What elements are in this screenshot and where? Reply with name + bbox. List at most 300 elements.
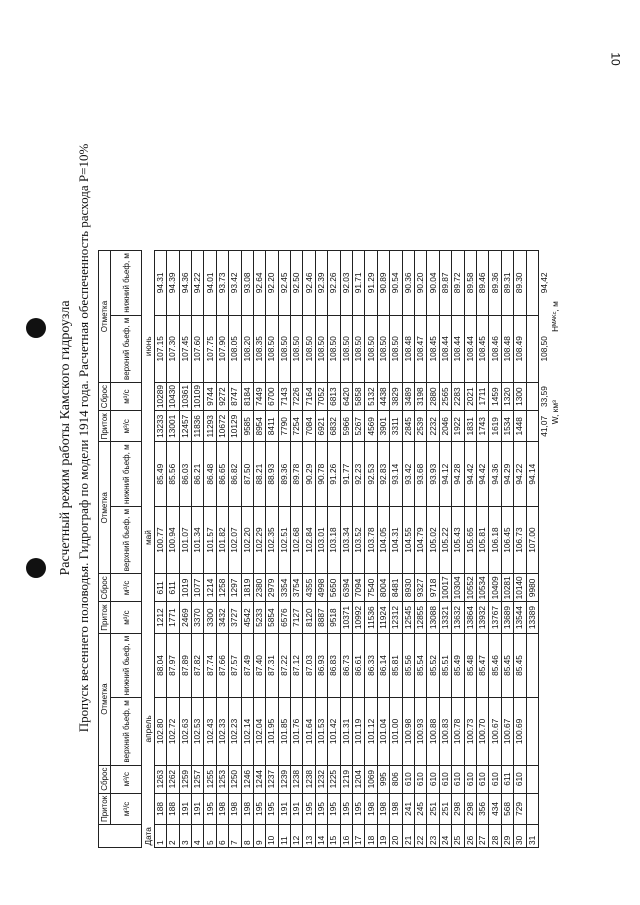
june-cell: 90.04 — [427, 251, 439, 316]
april-cell: 100.78 — [452, 698, 464, 765]
may-cell: 3300 — [204, 602, 216, 633]
may-cell: 12545 — [402, 602, 414, 633]
june-cell: 5267 — [353, 411, 365, 442]
june-cell: 10289 — [154, 382, 166, 410]
june-cell: 108.05 — [229, 315, 241, 382]
w-label: W, км³ — [550, 400, 561, 425]
may-cell: 1214 — [204, 574, 216, 602]
april-cell: 88.04 — [154, 633, 166, 698]
june-cell: 8184 — [241, 382, 253, 410]
april-cell: 610 — [464, 765, 476, 793]
table-row — [489, 251, 501, 848]
may-cell: 93.14 — [390, 442, 402, 507]
april-cell: 87.97 — [167, 633, 179, 698]
june-cell: 11293 — [204, 411, 216, 442]
totals-spacer — [550, 442, 561, 848]
april-cell: 85.45 — [514, 633, 526, 698]
may-cell: 102.68 — [291, 506, 303, 573]
april-cell: 1238 — [303, 765, 315, 793]
june-cell: 108.47 — [414, 315, 426, 382]
april-cell: 806 — [390, 765, 402, 793]
may-cell: 13932 — [476, 602, 488, 633]
may-cell: 3432 — [216, 602, 228, 633]
page-number: 10 — [608, 52, 623, 66]
may-cell: 88.93 — [266, 442, 278, 507]
april-cell: 729 — [514, 793, 526, 824]
may-cell: 93.93 — [427, 442, 439, 507]
april-cell: 101.76 — [291, 698, 303, 765]
june-cell: 7449 — [253, 382, 265, 410]
april-cell: 1239 — [278, 765, 290, 793]
totals-labels-row — [550, 251, 561, 848]
june-cell — [526, 411, 538, 442]
may-cell: 101.82 — [216, 506, 228, 573]
day-cell: 19 — [377, 825, 389, 848]
may-cell: 94.36 — [489, 442, 501, 507]
april-cell: 434 — [489, 793, 501, 824]
april-cell: 86.83 — [328, 633, 340, 698]
month-may: май — [142, 442, 154, 633]
april-cell: 86.93 — [315, 633, 327, 698]
june-cell: 92.20 — [266, 251, 278, 316]
june-cell: 5966 — [340, 411, 352, 442]
day-cell: 14 — [315, 825, 327, 848]
june-cell: 1448 — [514, 411, 526, 442]
april-cell: 100.73 — [464, 698, 476, 765]
table-row — [501, 251, 513, 848]
day-cell: 29 — [501, 825, 513, 848]
april-cell: 198 — [241, 793, 253, 824]
april-cell: 100.70 — [476, 698, 488, 765]
unit-inflow: м³/с — [111, 411, 142, 442]
april-cell: 101.53 — [315, 698, 327, 765]
unit-inflow: м³/с — [111, 602, 142, 633]
may-cell: 10552 — [464, 574, 476, 602]
april-cell: 102.63 — [179, 698, 191, 765]
april-cell: 1257 — [191, 765, 203, 793]
may-cell: 86.48 — [204, 442, 216, 507]
june-cell: 92.45 — [278, 251, 290, 316]
june-cell: 94.01 — [204, 251, 216, 316]
may-cell: 86.21 — [191, 442, 203, 507]
may-cell: 103.78 — [365, 506, 377, 573]
april-cell: 1250 — [229, 765, 241, 793]
june-cell: 107.15 — [154, 315, 166, 382]
day-cell: 30 — [514, 825, 526, 848]
may-cell: 86.82 — [229, 442, 241, 507]
june-cell: 91.71 — [353, 251, 365, 316]
day-cell: 20 — [390, 825, 402, 848]
header-discharge-april: Сброс — [99, 765, 111, 793]
june-cell: 108.48 — [402, 315, 414, 382]
june-cell: 7164 — [303, 382, 315, 410]
may-cell: 5233 — [253, 602, 265, 633]
april-cell: 87.40 — [253, 633, 265, 698]
may-cell: 92.83 — [377, 442, 389, 507]
april-cell: 101.95 — [266, 698, 278, 765]
april-cell: 101.19 — [353, 698, 365, 765]
h-upper: 108,50 — [539, 336, 550, 362]
day-cell: 3 — [179, 825, 191, 848]
april-cell: 101.42 — [328, 698, 340, 765]
june-cell: 2565 — [439, 382, 451, 410]
unit-upper: верхний бьеф, м — [111, 315, 142, 382]
june-cell: 10672 — [216, 411, 228, 442]
june-cell: 13001 — [167, 411, 179, 442]
april-cell: 251 — [439, 793, 451, 824]
june-cell: 5858 — [353, 382, 365, 410]
may-cell: 105.81 — [476, 506, 488, 573]
hydro-table — [98, 250, 562, 848]
may-cell: 8887 — [315, 602, 327, 633]
june-cell: 93.73 — [216, 251, 228, 316]
rotated-document — [58, 28, 598, 848]
june-cell: 91.29 — [365, 251, 377, 316]
unit-discharge: м³/с — [111, 574, 142, 602]
may-cell: 4355 — [303, 574, 315, 602]
june-cell: 108.50 — [291, 315, 303, 382]
april-cell: 610 — [414, 765, 426, 793]
june-cell: 108.20 — [241, 315, 253, 382]
may-cell: 85.56 — [167, 442, 179, 507]
table-body — [154, 251, 538, 848]
june-cell: 1743 — [476, 411, 488, 442]
day-cell: 23 — [427, 825, 439, 848]
may-cell: 102.51 — [278, 506, 290, 573]
unit-discharge: м³/с — [111, 382, 142, 410]
june-cell: 92.46 — [303, 251, 315, 316]
june-cell: 107.45 — [179, 315, 191, 382]
day-cell: 1 — [154, 825, 166, 848]
april-cell: 87.74 — [204, 633, 216, 698]
june-cell: 92.39 — [315, 251, 327, 316]
day-cell: 17 — [353, 825, 365, 848]
june-cell: 1534 — [501, 411, 513, 442]
may-cell: 91.77 — [340, 442, 352, 507]
april-cell — [526, 698, 538, 765]
may-cell: 100.77 — [154, 506, 166, 573]
april-cell: 87.57 — [229, 633, 241, 698]
may-cell: 93.42 — [402, 442, 414, 507]
june-cell: 2845 — [402, 411, 414, 442]
table-row — [229, 251, 241, 848]
june-cell: 7084 — [303, 411, 315, 442]
june-cell: 89.31 — [501, 251, 513, 316]
april-cell: 101.31 — [340, 698, 352, 765]
day-cell: 16 — [340, 825, 352, 848]
may-cell: 4542 — [241, 602, 253, 633]
may-cell: 6394 — [340, 574, 352, 602]
day-cell: 4 — [191, 825, 203, 848]
table-row — [179, 251, 191, 848]
april-cell: 611 — [501, 765, 513, 793]
may-cell: 94.28 — [452, 442, 464, 507]
june-cell: 108.45 — [427, 315, 439, 382]
table-row — [452, 251, 464, 848]
unit-lower: нижний бьеф, м — [111, 633, 142, 698]
june-cell: 89.87 — [439, 251, 451, 316]
may-cell: 90.29 — [303, 442, 315, 507]
april-cell: 85.81 — [390, 633, 402, 698]
may-cell: 94.14 — [526, 442, 538, 507]
may-cell: 105.65 — [464, 506, 476, 573]
may-cell: 3370 — [191, 602, 203, 633]
april-cell: 85.56 — [402, 633, 414, 698]
june-cell: 2232 — [427, 411, 439, 442]
june-cell: 92.26 — [328, 251, 340, 316]
day-cell: 27 — [476, 825, 488, 848]
may-cell: 8004 — [377, 574, 389, 602]
april-cell: 191 — [191, 793, 203, 824]
may-cell: 100.94 — [167, 506, 179, 573]
april-cell: 1238 — [291, 765, 303, 793]
may-cell: 88.21 — [253, 442, 265, 507]
june-cell: 108.50 — [353, 315, 365, 382]
header-date — [99, 825, 142, 848]
april-cell: 188 — [167, 793, 179, 824]
totals-row — [538, 251, 550, 848]
june-cell: 92.50 — [291, 251, 303, 316]
may-cell: 10992 — [353, 602, 365, 633]
april-cell: 1244 — [253, 765, 265, 793]
april-cell: 198 — [390, 793, 402, 824]
june-cell: 10430 — [167, 382, 179, 410]
may-cell: 2979 — [266, 574, 278, 602]
may-cell: 94.29 — [501, 442, 513, 507]
may-cell: 2380 — [253, 574, 265, 602]
april-cell: 610 — [452, 765, 464, 793]
table-row — [328, 251, 340, 848]
april-cell: 1204 — [353, 765, 365, 793]
april-cell: 85.49 — [452, 633, 464, 698]
may-cell: 4998 — [315, 574, 327, 602]
april-cell: 102.14 — [241, 698, 253, 765]
may-cell: 101.57 — [204, 506, 216, 573]
june-cell — [526, 251, 538, 316]
june-cell: 90.54 — [390, 251, 402, 316]
april-cell: 87.31 — [266, 633, 278, 698]
june-cell: 3901 — [377, 411, 389, 442]
may-cell: 13767 — [489, 602, 501, 633]
punch-hole — [26, 318, 46, 338]
april-cell: 87.89 — [179, 633, 191, 698]
april-cell: 1069 — [365, 765, 377, 793]
may-cell: 103.18 — [328, 506, 340, 573]
may-cell: 9980 — [526, 574, 538, 602]
april-cell: 191 — [291, 793, 303, 824]
april-cell: 85.54 — [414, 633, 426, 698]
may-cell: 10409 — [489, 574, 501, 602]
unit-upper: верхний бьеф, м — [111, 506, 142, 573]
may-cell: 12855 — [414, 602, 426, 633]
may-cell: 5854 — [266, 602, 278, 633]
april-cell: 100.88 — [427, 698, 439, 765]
april-cell: 86.61 — [353, 633, 365, 698]
may-cell: 9518 — [328, 602, 340, 633]
table-row — [191, 251, 203, 848]
may-cell: 94.12 — [439, 442, 451, 507]
june-cell: 93.08 — [241, 251, 253, 316]
may-cell: 105.02 — [427, 506, 439, 573]
may-cell: 3354 — [278, 574, 290, 602]
table-row — [464, 251, 476, 848]
june-cell: 10109 — [191, 382, 203, 410]
june-cell: 7790 — [278, 411, 290, 442]
may-cell: 102.07 — [229, 506, 241, 573]
table-row — [278, 251, 290, 848]
may-cell: 10017 — [439, 574, 451, 602]
punch-hole — [26, 558, 46, 578]
may-cell: 85.49 — [154, 442, 166, 507]
april-cell: 241 — [402, 793, 414, 824]
april-cell: 102.23 — [229, 698, 241, 765]
may-cell: 104.31 — [390, 506, 402, 573]
april-cell: 610 — [514, 765, 526, 793]
april-cell: 195 — [340, 793, 352, 824]
document-title: Расчетный режим работы Камского гидроузла — [58, 300, 73, 576]
april-cell: 1246 — [241, 765, 253, 793]
april-cell: 85.52 — [427, 633, 439, 698]
unit-lower: нижний бьеф, м — [111, 251, 142, 316]
table-row — [303, 251, 315, 848]
table-row — [291, 251, 303, 848]
april-cell: 1262 — [167, 765, 179, 793]
may-cell: 103.52 — [353, 506, 365, 573]
june-cell: 6700 — [266, 382, 278, 410]
april-cell: 100.83 — [439, 698, 451, 765]
unit-discharge: м³/с — [111, 765, 142, 793]
june-cell: 108.48 — [501, 315, 513, 382]
header-inflow-june: Приток — [99, 411, 111, 442]
june-cell: 89.30 — [514, 251, 526, 316]
april-cell: 100.93 — [414, 698, 426, 765]
day-cell: 12 — [291, 825, 303, 848]
may-cell: 106.18 — [489, 506, 501, 573]
april-cell: 100.67 — [501, 698, 513, 765]
may-cell: 8481 — [390, 574, 402, 602]
april-cell: 87.82 — [191, 633, 203, 698]
april-cell: 101.85 — [278, 698, 290, 765]
may-cell: 104.79 — [414, 506, 426, 573]
june-cell: 108.50 — [278, 315, 290, 382]
june-cell: 107.90 — [216, 315, 228, 382]
april-cell — [526, 765, 538, 793]
may-cell: 94.42 — [464, 442, 476, 507]
june-cell: 89.36 — [489, 251, 501, 316]
april-cell: 198 — [216, 793, 228, 824]
may-cell: 102.84 — [303, 506, 315, 573]
june-cell: 94.36 — [179, 251, 191, 316]
april-cell — [526, 633, 538, 698]
june-cell: 6832 — [328, 411, 340, 442]
april-cell: 568 — [501, 793, 513, 824]
may-cell: 93.68 — [414, 442, 426, 507]
may-cell: 1077 — [191, 574, 203, 602]
june-cell: 93.42 — [229, 251, 241, 316]
day-cell: 31 — [526, 825, 538, 848]
june-cell: 7226 — [291, 382, 303, 410]
table-row — [390, 251, 402, 848]
day-cell: 9 — [253, 825, 265, 848]
table-row — [340, 251, 352, 848]
june-cell: 108.50 — [315, 315, 327, 382]
table-row — [402, 251, 414, 848]
header-inflow-april: Приток — [99, 793, 111, 824]
day-cell: 18 — [365, 825, 377, 848]
may-cell: 105.43 — [452, 506, 464, 573]
document-subtitle: Пропуск весеннего половодья. Гидрограф по модели 1914 года. Расчетная обеспеченность расхода Р=10% — [76, 143, 91, 733]
june-cell: 10361 — [179, 382, 191, 410]
june-cell: 9744 — [204, 382, 216, 410]
april-cell: 85.47 — [476, 633, 488, 698]
header-discharge-may: Сброс — [99, 574, 111, 602]
header-inflow-may: Приток — [99, 602, 111, 633]
may-cell: 92.23 — [353, 442, 365, 507]
april-cell: 198 — [229, 793, 241, 824]
april-cell: 85.48 — [464, 633, 476, 698]
may-cell: 102.29 — [253, 506, 265, 573]
may-cell: 106.73 — [514, 506, 526, 573]
june-cell: 92.03 — [340, 251, 352, 316]
may-cell: 6576 — [278, 602, 290, 633]
may-cell: 13864 — [464, 602, 476, 633]
april-cell: 102.53 — [191, 698, 203, 765]
june-cell: 108.44 — [464, 315, 476, 382]
may-cell: 10281 — [501, 574, 513, 602]
june-cell: 108.50 — [390, 315, 402, 382]
april-cell: 102.72 — [167, 698, 179, 765]
may-cell: 1258 — [216, 574, 228, 602]
june-cell: 108.46 — [489, 315, 501, 382]
may-cell: 10304 — [452, 574, 464, 602]
day-cell: 5 — [204, 825, 216, 848]
june-cell: 1831 — [464, 411, 476, 442]
unit-inflow: м³/с — [111, 793, 142, 824]
june-cell: 108.50 — [377, 315, 389, 382]
may-cell: 1212 — [154, 602, 166, 633]
april-cell: 610 — [427, 765, 439, 793]
april-cell: 86.14 — [377, 633, 389, 698]
april-cell: 101.12 — [365, 698, 377, 765]
june-cell: 13233 — [154, 411, 166, 442]
table-row — [167, 251, 179, 848]
day-cell: 13 — [303, 825, 315, 848]
table-row — [204, 251, 216, 848]
may-cell: 1771 — [167, 602, 179, 633]
may-cell: 13632 — [452, 602, 464, 633]
april-cell: 1255 — [204, 765, 216, 793]
june-cell: 94.22 — [191, 251, 203, 316]
june-cell: 7052 — [315, 382, 327, 410]
april-cell: 298 — [464, 793, 476, 824]
april-cell: 610 — [489, 765, 501, 793]
june-cell: 9585 — [241, 411, 253, 442]
june-cell: 1619 — [489, 411, 501, 442]
day-cell: 7 — [229, 825, 241, 848]
june-cell: 92.64 — [253, 251, 265, 316]
june-cell: 89.46 — [476, 251, 488, 316]
june-cell: 10129 — [229, 411, 241, 442]
may-cell: 3727 — [229, 602, 241, 633]
june-cell: 6813 — [328, 382, 340, 410]
april-cell: 195 — [266, 793, 278, 824]
may-cell: 102.35 — [266, 506, 278, 573]
may-cell: 104.55 — [402, 506, 414, 573]
table-row — [266, 251, 278, 848]
h-label: Hᴹᴬᴷᶜ, м — [550, 301, 561, 332]
table-row — [241, 251, 253, 848]
april-cell: 87.66 — [216, 633, 228, 698]
